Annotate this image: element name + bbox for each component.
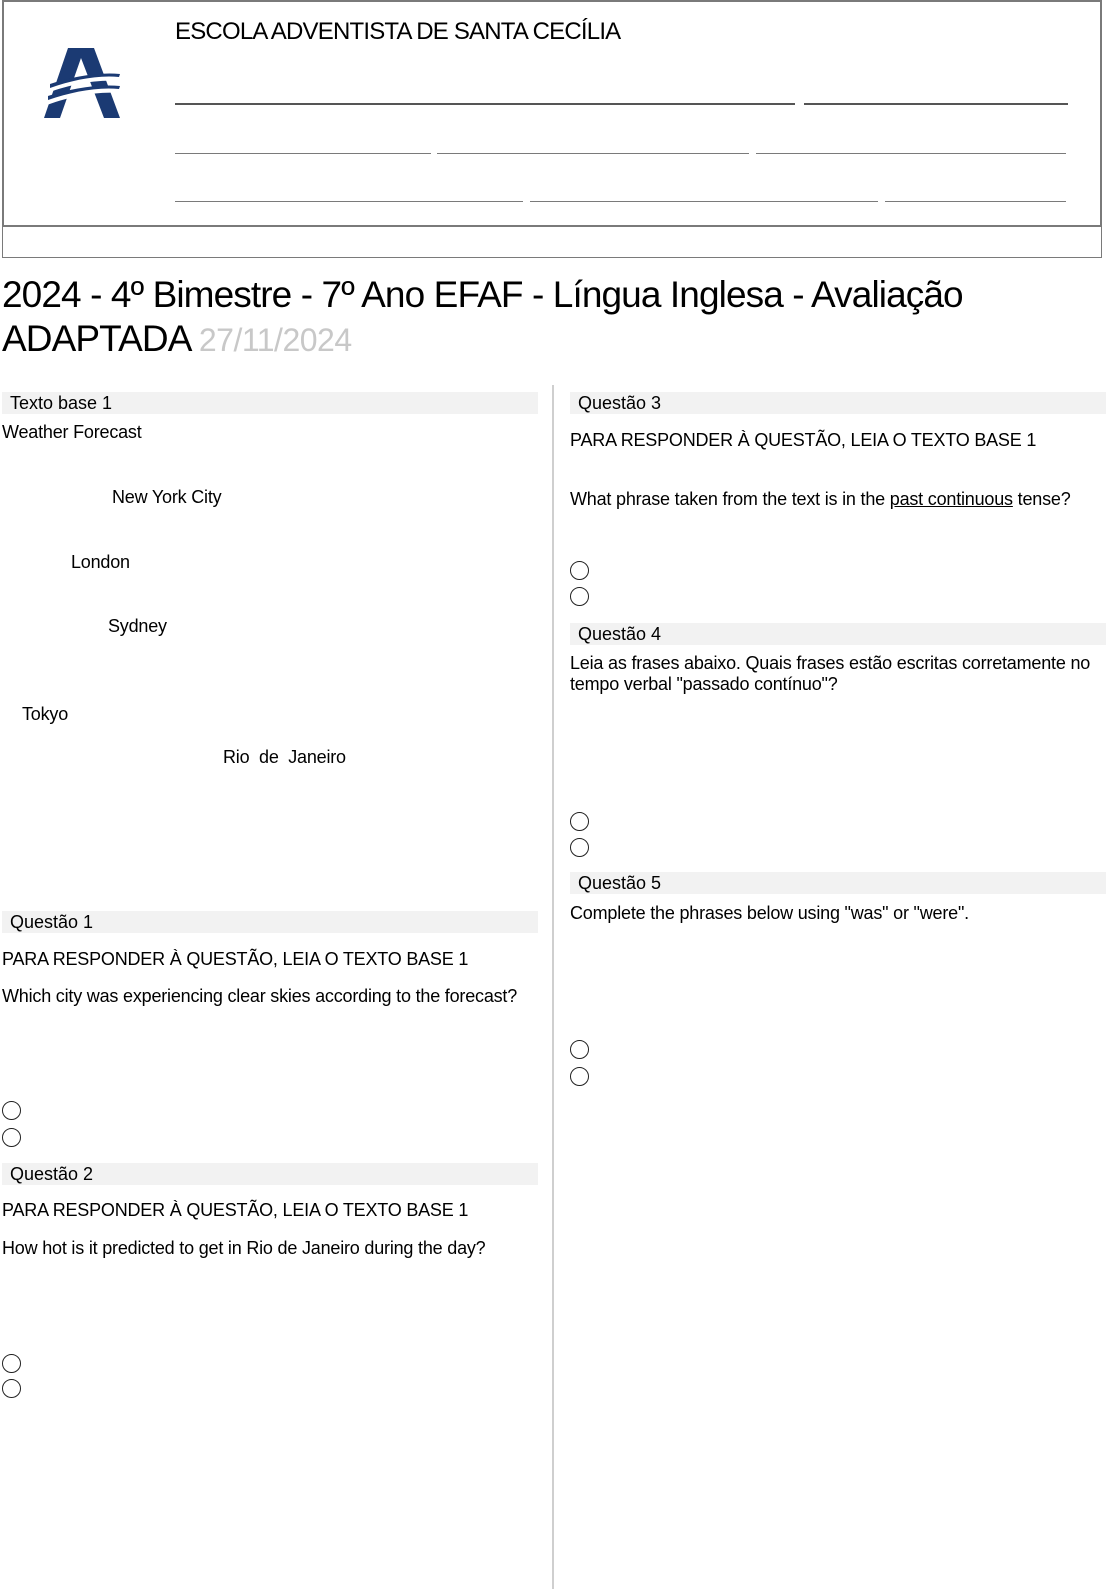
city-label: Tokyo [22,704,69,724]
exam-date: 27/11/2024 [198,322,352,358]
answer-radio[interactable] [2,1128,21,1147]
answer-radio[interactable] [2,1101,21,1120]
exam-title [2,273,1102,362]
answer-radio[interactable] [570,561,589,580]
field-line [175,201,523,202]
question-2-header: Questão 2 [2,1163,538,1185]
question-5-prompt: Complete the phrases below using "was" or "were". [570,903,969,923]
answer-radio[interactable] [570,1040,589,1059]
question-3-prompt [570,488,1071,510]
field-line [756,153,1066,154]
field-line [885,201,1066,202]
answer-radio[interactable] [570,838,589,857]
answer-radio[interactable] [570,812,589,831]
city-label: Rio de Janeiro [223,747,346,767]
texto-base-heading: Weather Forecast [2,422,142,442]
question-4-prompt-line1: Leia as frases abaixo. Quais frases estão escritas corretamente no [570,653,1091,673]
field-line [530,201,878,202]
city-label: Sydney [108,616,167,636]
question-2-prompt: How hot is it predicted to get in Rio de Janeiro during the day? [2,1238,486,1258]
question-3-prompt-after: tense? [1012,489,1071,509]
question-3-header: Questão 3 [570,392,1106,414]
field-line [437,153,749,154]
question-4-header: Questão 4 [570,623,1106,645]
city-label: London [71,552,130,572]
school-logo [42,44,124,120]
exam-title-text: 2024 - 4º Bimestre - 7º Ano EFAF - Língua Inglesa - Avaliação ADAPTADA [2,274,963,359]
question-1-header: Questão 1 [2,911,538,933]
field-line [175,153,431,154]
question-1-instruction: PARA RESPONDER À QUESTÃO, LEIA O TEXTO BASE 1 [2,949,469,969]
question-1-prompt: Which city was experiencing clear skies according to the forecast? [2,986,518,1006]
column-divider [552,385,554,1589]
question-5-header: Questão 5 [570,872,1106,894]
school-name: ESCOLA ADVENTISTA DE SANTA CECÍLIA [175,18,621,45]
question-3-prompt-before: What phrase taken from the text is in the [570,489,890,509]
answer-radio[interactable] [570,1067,589,1086]
city-label: New York City [112,487,222,507]
question-3-prompt-underlined: past continuous [889,489,1013,509]
question-4-prompt-line2: tempo verbal "passado contínuo"? [570,674,838,694]
answer-radio[interactable] [2,1379,21,1398]
answer-radio[interactable] [2,1354,21,1373]
question-3-instruction: PARA RESPONDER À QUESTÃO, LEIA O TEXTO BASE 1 [570,430,1037,450]
question-2-instruction: PARA RESPONDER À QUESTÃO, LEIA O TEXTO BASE 1 [2,1200,469,1220]
answer-radio[interactable] [570,587,589,606]
texto-base-header: Texto base 1 [2,392,538,414]
field-line [804,103,1068,105]
field-line [175,103,795,105]
header-strip [2,226,1102,258]
